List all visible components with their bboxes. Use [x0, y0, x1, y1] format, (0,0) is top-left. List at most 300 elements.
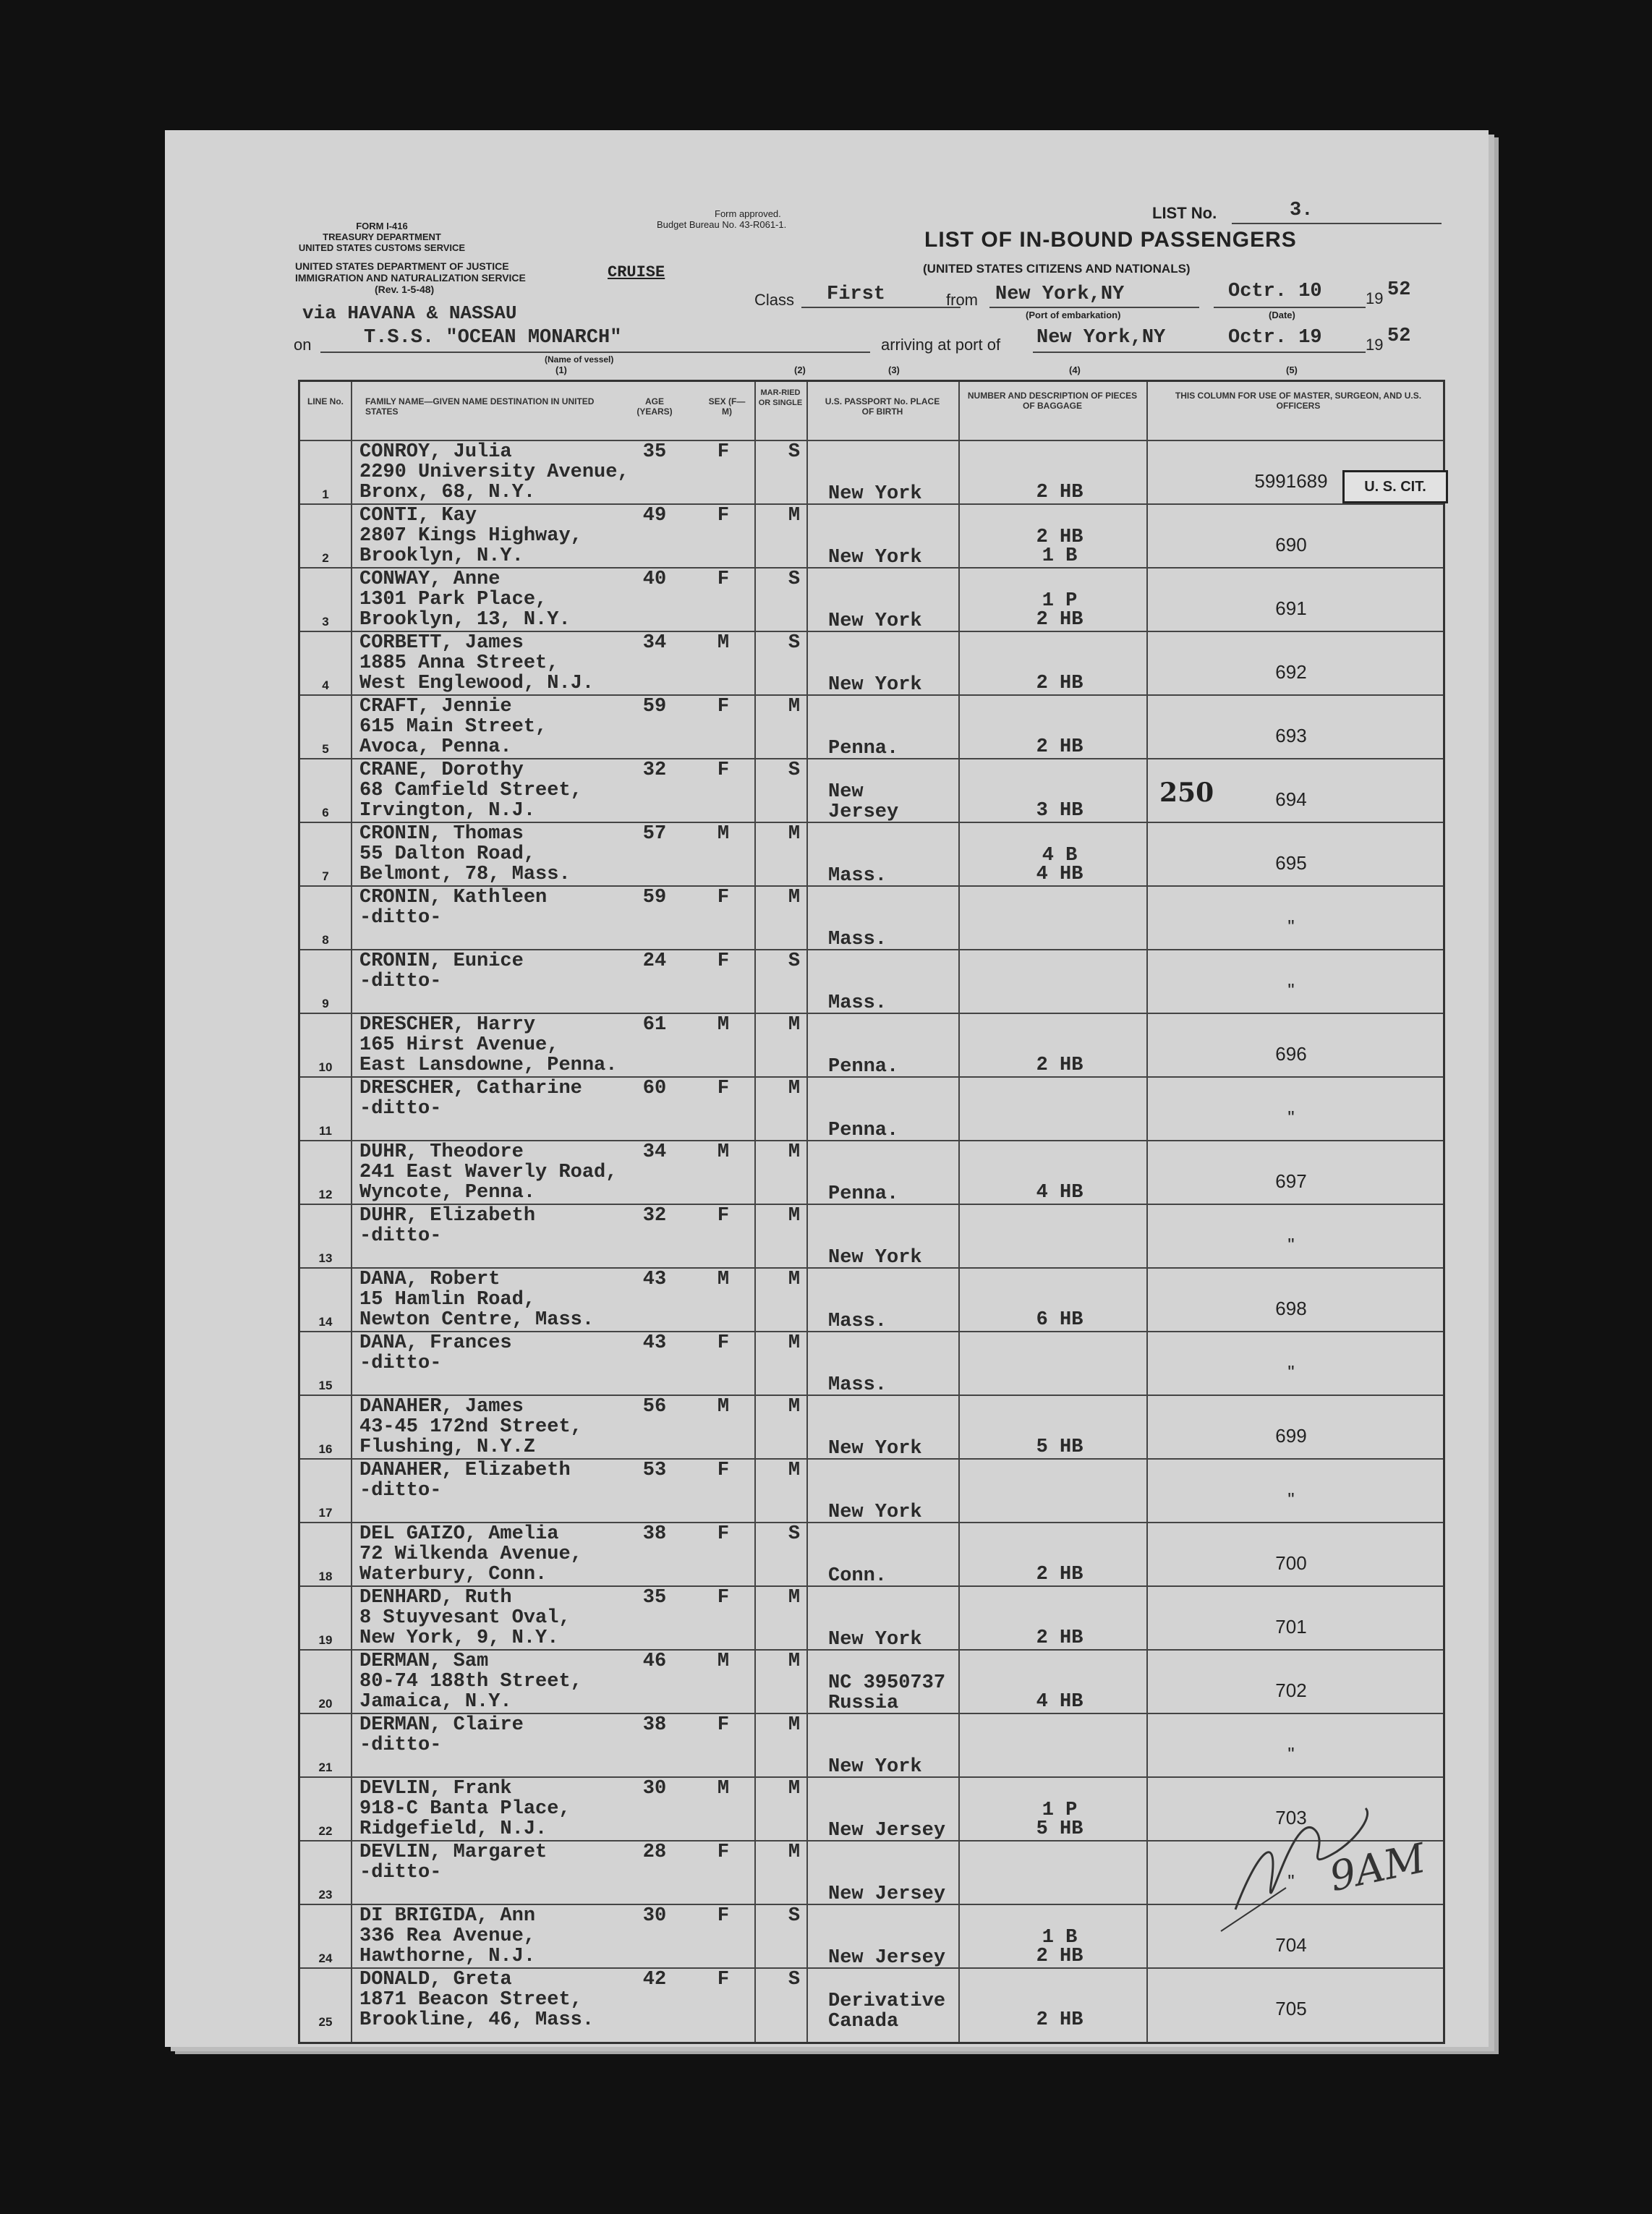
via-route: via HAVANA & NASSAU: [302, 302, 517, 324]
place-of-birth: New Jersey: [828, 1883, 946, 1905]
officer-number: 693: [1275, 725, 1307, 746]
passenger-name: DEVLIN, Margaret: [359, 1842, 548, 1863]
place-of-birth: New York: [828, 1502, 922, 1523]
marital-status: M: [788, 823, 801, 845]
marital-status: S: [788, 632, 801, 654]
date-note: (Date): [1269, 310, 1295, 320]
table-row: [300, 569, 1443, 632]
cruise-label: CRUISE: [608, 263, 665, 281]
column-header-line: LINE No.: [307, 396, 344, 406]
address-line-1: -ditto-: [359, 1734, 442, 1756]
age: 34: [642, 1141, 667, 1163]
table-row: [300, 823, 1443, 887]
line-number: 11: [319, 1124, 332, 1138]
line-number: 14: [318, 1315, 333, 1329]
age: 46: [642, 1651, 667, 1672]
passenger-name: CRONIN, Eunice: [359, 950, 524, 972]
line-number: 15: [318, 1379, 333, 1392]
class-value: First: [827, 284, 886, 305]
line-number: 25: [318, 2015, 333, 2029]
place-of-birth: Penna.: [828, 1056, 899, 1078]
customs-label: UNITED STATES CUSTOMS SERVICE: [298, 242, 466, 253]
address-line-2: Hawthorne, N.J.: [359, 1946, 536, 1967]
place-of-birth: Penna.: [828, 1120, 899, 1141]
age: 38: [642, 1523, 667, 1545]
place-of-birth: New York: [828, 483, 922, 505]
officer-number: 698: [1275, 1298, 1307, 1319]
baggage-line-2: 4 HB: [1036, 1182, 1083, 1204]
document-title: LIST OF IN-BOUND PASSENGERS: [924, 228, 1297, 252]
address-line-1: 1885 Anna Street,: [359, 652, 559, 674]
address-line-2: Brookline, 46, Mass.: [359, 2009, 595, 2031]
line-number: 17: [318, 1506, 333, 1520]
officer-number: 5991689: [1254, 470, 1328, 492]
depart-year: 52: [1387, 279, 1411, 301]
marital-status: S: [788, 1523, 801, 1545]
sex: F: [717, 1332, 730, 1354]
age: 34: [642, 632, 667, 654]
address-line-1: 1871 Beacon Street,: [359, 1989, 582, 2011]
passenger-name: CONTI, Kay: [359, 505, 477, 527]
passenger-name: DONALD, Greta: [359, 1969, 512, 1991]
marital-status: M: [788, 1778, 801, 1800]
address-line-1: 1301 Park Place,: [359, 589, 548, 610]
table-row: [300, 1460, 1443, 1523]
line-number: 9: [322, 997, 329, 1010]
officer-number: ": [1287, 1361, 1295, 1383]
sex: F: [717, 1969, 730, 1991]
officer-number: ": [1287, 1234, 1295, 1256]
baggage-line-2: 3 HB: [1036, 800, 1083, 822]
marital-status: S: [788, 441, 801, 463]
age: 32: [642, 1205, 667, 1227]
age: 38: [642, 1714, 667, 1736]
address-line-1: -ditto-: [359, 1480, 442, 1502]
baggage-line-2: 4 HB: [1036, 864, 1083, 885]
column-header-sex: SEX (F—M): [708, 396, 746, 417]
baggage-line-2: 2 HB: [1036, 736, 1083, 758]
sex: M: [717, 1141, 730, 1163]
column-header-age: AGE (YEARS): [636, 396, 673, 417]
sex: F: [717, 1587, 730, 1609]
line-number: 13: [318, 1251, 333, 1265]
officer-number: 699: [1275, 1425, 1307, 1447]
age: 60: [642, 1078, 667, 1099]
passenger-name: DRESCHER, Harry: [359, 1014, 536, 1036]
arrival-year-prefix: 19: [1366, 336, 1384, 354]
port-embark-note: (Port of embarkation): [1026, 310, 1121, 320]
sex: F: [717, 1905, 730, 1927]
address-line-1: 72 Wilkenda Avenue,: [359, 1544, 582, 1565]
marital-status: M: [788, 1014, 801, 1036]
officer-number: ": [1287, 1107, 1295, 1128]
baggage-line-2: 2 HB: [1036, 1627, 1083, 1649]
passport-line-1: Derivative: [828, 1991, 946, 2012]
address-line-2: Ridgefield, N.J.: [359, 1818, 548, 1840]
table-row: [300, 950, 1443, 1014]
place-of-birth: Mass.: [828, 1374, 887, 1396]
place-of-birth: Russia: [828, 1693, 899, 1714]
line-number: 7: [322, 869, 329, 883]
address-line-1: 165 Hirst Avenue,: [359, 1034, 559, 1056]
baggage-line-2: 2 HB: [1036, 673, 1083, 694]
on-label: on: [294, 336, 312, 354]
address-line-2: Brooklyn, N.Y.: [359, 545, 524, 567]
address-line-2: New York, 9, N.Y.: [359, 1627, 559, 1649]
table-row: [300, 1523, 1443, 1587]
sex: F: [717, 950, 730, 972]
treasury-label: TREASURY DEPARTMENT: [323, 231, 441, 242]
address-line-1: 15 Hamlin Road,: [359, 1289, 536, 1311]
marital-status: M: [788, 1651, 801, 1672]
line-number: 12: [318, 1188, 333, 1201]
baggage-line-1: 2 HB: [1036, 527, 1083, 548]
address-line-1: -ditto-: [359, 1353, 442, 1374]
line-number: 16: [318, 1442, 333, 1456]
address-line-1: -ditto-: [359, 1862, 442, 1883]
address-line-2: Bronx, 68, N.Y.: [359, 482, 536, 503]
officer-number: 703: [1275, 1807, 1307, 1828]
passenger-name: DERMAN, Claire: [359, 1714, 524, 1736]
depart-date: Octr. 10: [1228, 281, 1322, 302]
baggage-line-2: 2 HB: [1036, 1564, 1083, 1585]
address-line-2: Brooklyn, 13, N.Y.: [359, 609, 571, 631]
address-line-2: East Lansdowne, Penna.: [359, 1055, 618, 1076]
revision-label: (Rev. 1-5-48): [375, 284, 435, 295]
address-line-1: 336 Rea Avenue,: [359, 1925, 536, 1947]
address-line-1: -ditto-: [359, 1098, 442, 1120]
age: 53: [642, 1460, 667, 1481]
place-of-birth: New York: [828, 1247, 922, 1269]
marital-status: M: [788, 1141, 801, 1163]
passenger-name: DRESCHER, Catharine: [359, 1078, 582, 1099]
address-line-1: 80-74 188th Street,: [359, 1671, 582, 1693]
vessel-name: T.S.S. "OCEAN MONARCH": [364, 327, 622, 349]
officer-number: 701: [1275, 1616, 1307, 1638]
list-no: 3.: [1290, 200, 1313, 221]
address-line-1: 2807 Kings Highway,: [359, 525, 582, 547]
age: 61: [642, 1014, 667, 1036]
baggage-line-2: 6 HB: [1036, 1309, 1083, 1331]
place-of-birth: New York: [828, 1629, 922, 1651]
sex: M: [717, 1269, 730, 1290]
sex: M: [717, 632, 730, 654]
age: 42: [642, 1969, 667, 1991]
list-no-label: LIST No.: [1152, 204, 1217, 222]
line-number: 2: [322, 551, 329, 565]
passenger-name: DANAHER, James: [359, 1396, 524, 1418]
table-row: [300, 1269, 1443, 1332]
passenger-name: CRONIN, Thomas: [359, 823, 524, 845]
line-number: 24: [318, 1951, 333, 1965]
passenger-name: DI BRIGIDA, Ann: [359, 1905, 536, 1927]
sex: M: [717, 1651, 730, 1672]
sex: F: [717, 569, 730, 590]
line-number: 21: [318, 1760, 333, 1774]
passenger-name: DUHR, Theodore: [359, 1141, 524, 1163]
address-line-1: -ditto-: [359, 971, 442, 992]
table-row: [300, 1969, 1443, 2032]
age: 59: [642, 887, 667, 908]
passenger-name: DUHR, Elizabeth: [359, 1205, 536, 1227]
marital-status: M: [788, 1332, 801, 1354]
table-row: [300, 696, 1443, 759]
address-line-2: Avoca, Penna.: [359, 736, 512, 758]
table-row: [300, 1141, 1443, 1205]
passenger-name: CONWAY, Anne: [359, 569, 501, 590]
officer-number: 704: [1275, 1934, 1307, 1956]
officer-number: ": [1287, 1743, 1295, 1765]
officer-number: 702: [1275, 1679, 1307, 1701]
passport-line-1: New: [828, 781, 864, 803]
place-of-birth: Jersey: [828, 801, 899, 823]
baggage-line-2: 2 HB: [1036, 1946, 1083, 1967]
address-line-1: 55 Dalton Road,: [359, 843, 536, 865]
column-header-married: MAR-RIED OR SINGLE: [758, 388, 803, 407]
column-number-1: (1): [555, 365, 567, 375]
margin-note: 250: [1159, 778, 1214, 808]
signature-initials: 9AM: [1325, 1834, 1430, 1902]
baggage-line-1: 1 P: [1042, 590, 1078, 612]
place-of-birth: Conn.: [828, 1565, 887, 1587]
sex: F: [717, 696, 730, 718]
line-number: 18: [318, 1570, 333, 1583]
address-line-2: Waterbury, Conn.: [359, 1564, 548, 1585]
sex: F: [717, 1523, 730, 1545]
table-row: [300, 759, 1443, 823]
passenger-name: CRAFT, Jennie: [359, 696, 512, 718]
marital-status: M: [788, 1205, 801, 1227]
age: 57: [642, 823, 667, 845]
sex: F: [717, 887, 730, 908]
place-of-birth: Mass.: [828, 929, 887, 950]
passenger-name: DANA, Robert: [359, 1269, 501, 1290]
sex: M: [717, 1396, 730, 1418]
vessel-note: (Name of vessel): [545, 354, 614, 365]
sex: F: [717, 759, 730, 781]
marital-status: M: [788, 1714, 801, 1736]
officer-number: ": [1287, 916, 1295, 937]
budget-number: Budget Bureau No. 43-R061-1.: [657, 219, 787, 230]
address-line-2: Flushing, N.Y.Z: [359, 1436, 536, 1458]
place-of-birth: New York: [828, 1438, 922, 1460]
sex: M: [717, 1014, 730, 1036]
marital-status: M: [788, 1269, 801, 1290]
officer-number: ": [1287, 1870, 1295, 1892]
arrival-year: 52: [1387, 325, 1411, 347]
address-line-2: West Englewood, N.J.: [359, 673, 595, 694]
form-number: FORM I-416: [356, 221, 408, 231]
handwritten-signature: [1192, 1765, 1409, 1953]
baggage-line-1: 4 B: [1042, 845, 1078, 867]
from-label: from: [946, 291, 978, 309]
sex: M: [717, 1778, 730, 1800]
place-of-birth: New Jersey: [828, 1820, 946, 1842]
line-number: 1: [322, 487, 329, 501]
address-line-1: -ditto-: [359, 907, 442, 929]
age: 28: [642, 1842, 667, 1863]
sex: F: [717, 1460, 730, 1481]
passenger-name: CONROY, Julia: [359, 441, 512, 463]
column-header-passport: U.S. PASSPORT No. PLACE OF BIRTH: [825, 396, 940, 417]
table-row: [300, 1078, 1443, 1141]
baggage-line-2: 5 HB: [1036, 1818, 1083, 1840]
age: 35: [642, 441, 667, 463]
line-number: 22: [318, 1824, 333, 1838]
officer-number: 690: [1275, 534, 1307, 555]
address-line-1: 8 Stuyvesant Oval,: [359, 1607, 571, 1629]
officer-number: 694: [1275, 788, 1307, 810]
column-number-3: (3): [888, 365, 900, 375]
baggage-line-2: 2 HB: [1036, 482, 1083, 503]
age: 30: [642, 1778, 667, 1800]
place-of-birth: New Jersey: [828, 1947, 946, 1969]
marital-status: M: [788, 1587, 801, 1609]
form-approved: Form approved.: [715, 208, 781, 219]
baggage-line-2: 2 HB: [1036, 2009, 1083, 2031]
line-number: 5: [322, 742, 329, 756]
address-line-1: 615 Main Street,: [359, 716, 548, 738]
class-label: Class: [754, 291, 795, 309]
ins-label: IMMIGRATION AND NATURALIZATION SERVICE: [295, 272, 526, 284]
age: 56: [642, 1396, 667, 1418]
place-of-birth: Penna.: [828, 738, 899, 759]
baggage-line-2: 1 B: [1042, 545, 1078, 567]
table-row: [300, 1651, 1443, 1714]
column-header-name: FAMILY NAME—GIVEN NAME DESTINATION IN UNITED STATES: [365, 396, 595, 417]
place-of-birth: New York: [828, 1756, 922, 1778]
table-row: [300, 441, 1443, 505]
age: 30: [642, 1905, 667, 1927]
column-header-baggage: NUMBER AND DESCRIPTION OF PIECES OF BAGGAGE: [967, 391, 1138, 411]
table-row: [300, 887, 1443, 950]
marital-status: S: [788, 1969, 801, 1991]
address-line-2: Irvington, N.J.: [359, 800, 536, 822]
sex: F: [717, 1842, 730, 1863]
age: 43: [642, 1332, 667, 1354]
officer-number: 696: [1275, 1043, 1307, 1065]
address-line-1: 241 East Waverly Road,: [359, 1162, 618, 1183]
marital-status: S: [788, 1905, 801, 1927]
age: 40: [642, 569, 667, 590]
age: 43: [642, 1269, 667, 1290]
address-line-1: 2290 University Avenue,: [359, 461, 629, 483]
table-row: [300, 1205, 1443, 1269]
baggage-line-2: 5 HB: [1036, 1436, 1083, 1458]
passenger-name: CRANE, Dorothy: [359, 759, 524, 781]
passenger-name: CORBETT, James: [359, 632, 524, 654]
line-number: 20: [318, 1697, 333, 1711]
place-of-birth: New York: [828, 610, 922, 632]
place-of-birth: New York: [828, 674, 922, 696]
depart-year-prefix: 19: [1366, 289, 1384, 307]
passenger-name: DANA, Frances: [359, 1332, 512, 1354]
table-row: [300, 632, 1443, 696]
officer-number: 695: [1275, 852, 1307, 874]
line-number: 3: [322, 615, 329, 629]
passenger-name: DEVLIN, Frank: [359, 1778, 512, 1800]
line-number: 23: [318, 1888, 333, 1902]
table-row: [300, 1396, 1443, 1460]
table-row: [300, 1014, 1443, 1078]
address-line-1: 68 Camfield Street,: [359, 780, 582, 801]
officer-number: 705: [1275, 1998, 1307, 2019]
sex: F: [717, 1078, 730, 1099]
sex: F: [717, 1205, 730, 1227]
us-citizen-stamp: U. S. CIT.: [1342, 470, 1448, 503]
table-row: [300, 1332, 1443, 1396]
passenger-name: DENHARD, Ruth: [359, 1587, 512, 1609]
sex: F: [717, 441, 730, 463]
baggage-line-2: 2 HB: [1036, 609, 1083, 631]
document-subtitle: (UNITED STATES CITIZENS AND NATIONALS): [923, 262, 1191, 276]
passenger-name: DERMAN, Sam: [359, 1651, 489, 1672]
age: 35: [642, 1587, 667, 1609]
table-row: [300, 1587, 1443, 1651]
place-of-birth: Mass.: [828, 992, 887, 1014]
marital-status: M: [788, 1460, 801, 1481]
marital-status: S: [788, 759, 801, 781]
line-number: 8: [322, 933, 329, 947]
baggage-line-1: 1 B: [1042, 1927, 1078, 1949]
arriving-label: arriving at port of: [881, 336, 1001, 354]
place-of-birth: Mass.: [828, 865, 887, 887]
address-line-1: 918-C Banta Place,: [359, 1798, 571, 1820]
marital-status: S: [788, 569, 801, 590]
address-line-2: Belmont, 78, Mass.: [359, 864, 571, 885]
sex: M: [717, 823, 730, 845]
place-of-birth: Mass.: [828, 1311, 887, 1332]
officer-number: 691: [1275, 597, 1307, 619]
marital-status: M: [788, 887, 801, 908]
column-header-officers: THIS COLUMN FOR USE OF MASTER, SURGEON, AND U.S. OFFICERS: [1175, 391, 1422, 411]
place-of-birth: Penna.: [828, 1183, 899, 1205]
officer-number: 700: [1275, 1552, 1307, 1574]
column-number-5: (5): [1286, 365, 1298, 375]
column-number-2: (2): [794, 365, 806, 375]
marital-status: M: [788, 1078, 801, 1099]
line-number: 10: [318, 1060, 333, 1074]
officer-number: ": [1287, 979, 1295, 1001]
place-of-birth: New York: [828, 547, 922, 569]
address-line-2: Jamaica, N.Y.: [359, 1691, 512, 1713]
line-number: 19: [318, 1633, 333, 1647]
officer-number: 692: [1275, 661, 1307, 683]
age: 49: [642, 505, 667, 527]
address-line-1: -ditto-: [359, 1225, 442, 1247]
marital-status: S: [788, 950, 801, 972]
line-number: 4: [322, 678, 329, 692]
marital-status: M: [788, 696, 801, 718]
officer-number: ": [1287, 1489, 1295, 1510]
arrival-port: New York,NY: [1036, 327, 1166, 349]
column-number-4: (4): [1069, 365, 1081, 375]
age: 59: [642, 696, 667, 718]
passenger-name: CRONIN, Kathleen: [359, 887, 548, 908]
passenger-name: DANAHER, Elizabeth: [359, 1460, 571, 1481]
from-port: New York,NY: [995, 284, 1125, 305]
place-of-birth: Canada: [828, 2011, 899, 2032]
address-line-2: Newton Centre, Mass.: [359, 1309, 595, 1331]
doj-label: UNITED STATES DEPARTMENT OF JUSTICE: [295, 260, 509, 272]
address-line-2: Wyncote, Penna.: [359, 1182, 536, 1204]
manifest-page: [165, 130, 1489, 2047]
baggage-line-1: 1 P: [1042, 1800, 1078, 1821]
sex: F: [717, 505, 730, 527]
age: 32: [642, 759, 667, 781]
sex: F: [717, 1714, 730, 1736]
marital-status: M: [788, 1842, 801, 1863]
